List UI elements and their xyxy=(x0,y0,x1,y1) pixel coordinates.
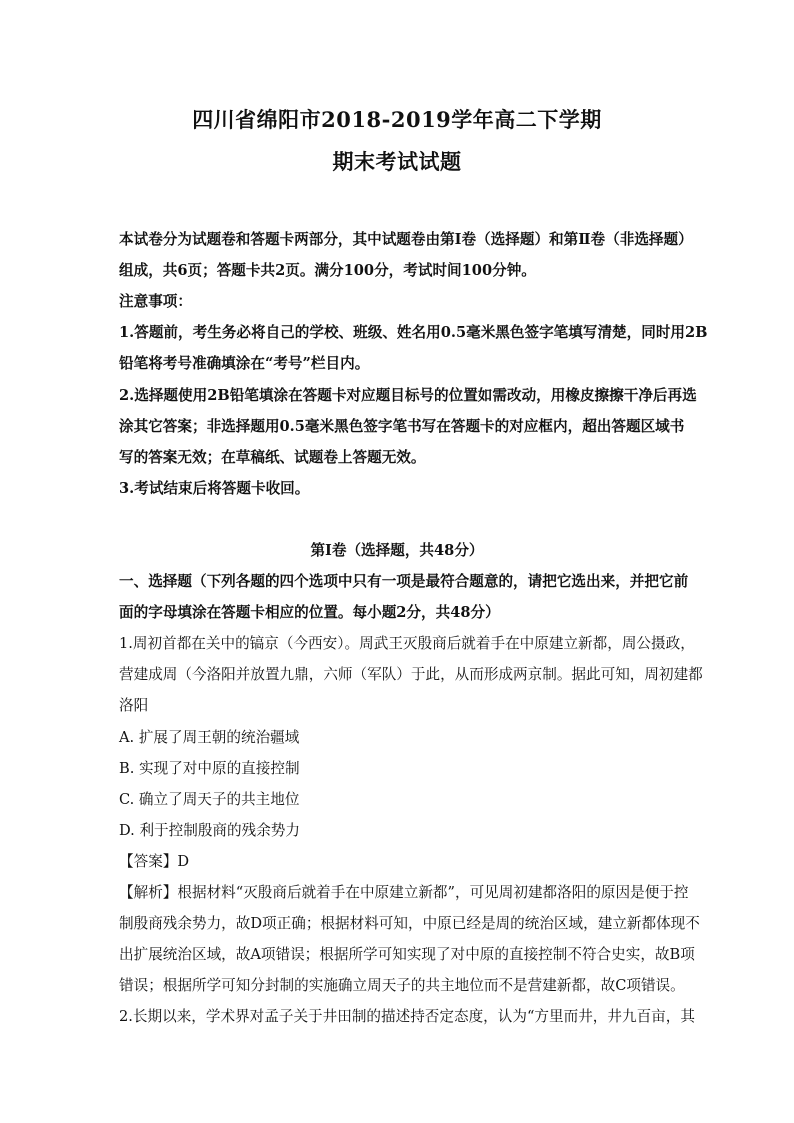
question1-stem-line2: 营建成周（今洛阳并放置九鼎，六师（军队）于此，从而形成两京制。据此可知，周初建都 xyxy=(119,666,703,683)
question1-option-b: B. 实现了对中原的直接控制 xyxy=(119,760,300,777)
section-instruction-line2: 面的字母填涂在答题卡相应的位置。每小题2分，共48分） xyxy=(119,604,500,621)
question1-analysis-line1: 【解析】根据材料“灭殷商后就着手在中原建立新都”，可见周初建都洛阳的原因是便于控 xyxy=(119,884,689,901)
intro-line2: 组成，共6页；答题卡共2页。满分100分，考试时间100分钟。 xyxy=(119,262,536,279)
question1-stem-line3: 洛阳 xyxy=(119,697,149,714)
note1-line1: 1.答题前，考生务必将自己的学校、班级、姓名用0.5毫米黑色签字笔填写清楚，同时用2B xyxy=(119,324,708,341)
note1-line2: 铅笔将考号准确填涂在“考号”栏目内。 xyxy=(119,355,370,372)
note3-line1: 3.考试结束后将答题卡收回。 xyxy=(119,480,310,497)
note2-line3: 写的答案无效；在草稿纸、试题卷上答题无效。 xyxy=(119,449,426,466)
question2-stem-line1: 2.长期以来，学术界对孟子关于井田制的描述持否定态度，认为“方里而井，井九百亩，其 xyxy=(119,1008,695,1025)
question1-analysis-line2: 制殷商残余势力，故D项正确；根据材料可知，中原已经是周的统治区域，建立新都体现不 xyxy=(119,915,700,932)
section-instruction-line1: 一、选择题（下列各题的四个选项中只有一项是最符合题意的，请把它选出来，并把它前 xyxy=(119,573,689,590)
note2-line1: 2.选择题使用2B铅笔填涂在答题卡对应题目标号的位置如需改动，用橡皮擦擦干净后再选 xyxy=(119,387,697,404)
page-title-line2: 期末考试试题 xyxy=(332,149,462,174)
intro-line1: 本试卷分为试题卷和答题卡两部分，其中试题卷由第Ⅰ卷（选择题）和第Ⅱ卷（非选择题） xyxy=(119,231,693,248)
section-heading: 第Ⅰ卷（选择题，共48分） xyxy=(310,542,484,559)
question1-stem-line1: 1.周初首都在关中的镐京（今西安）。周武王灭殷商后就着手在中原建立新都，周公摄政， xyxy=(119,635,695,652)
question1-option-d: D. 利于控制殷商的残余势力 xyxy=(119,822,300,839)
notes-heading: 注意事项： xyxy=(119,293,192,310)
question1-option-c: C. 确立了周天子的共主地位 xyxy=(119,791,300,808)
question1-analysis-line4: 错误；根据所学可知分封制的实施确立周天子的共主地位而不是营建新都，故C项错误。 xyxy=(119,977,685,994)
note2-line2: 涂其它答案；非选择题用0.5毫米黑色签字笔书写在答题卡的对应框内，超出答题区域书 xyxy=(119,418,685,435)
page-title-line1: 四川省绵阳市2018-2019学年高二下学期 xyxy=(192,107,602,132)
question1-analysis-line3: 出扩展统治区域，故A项错误；根据所学可知实现了对中原的直接控制不符合史实，故B项 xyxy=(119,946,695,963)
question1-answer: 【答案】D xyxy=(119,853,190,870)
question1-option-a: A. 扩展了周王朝的统治疆域 xyxy=(119,729,300,746)
